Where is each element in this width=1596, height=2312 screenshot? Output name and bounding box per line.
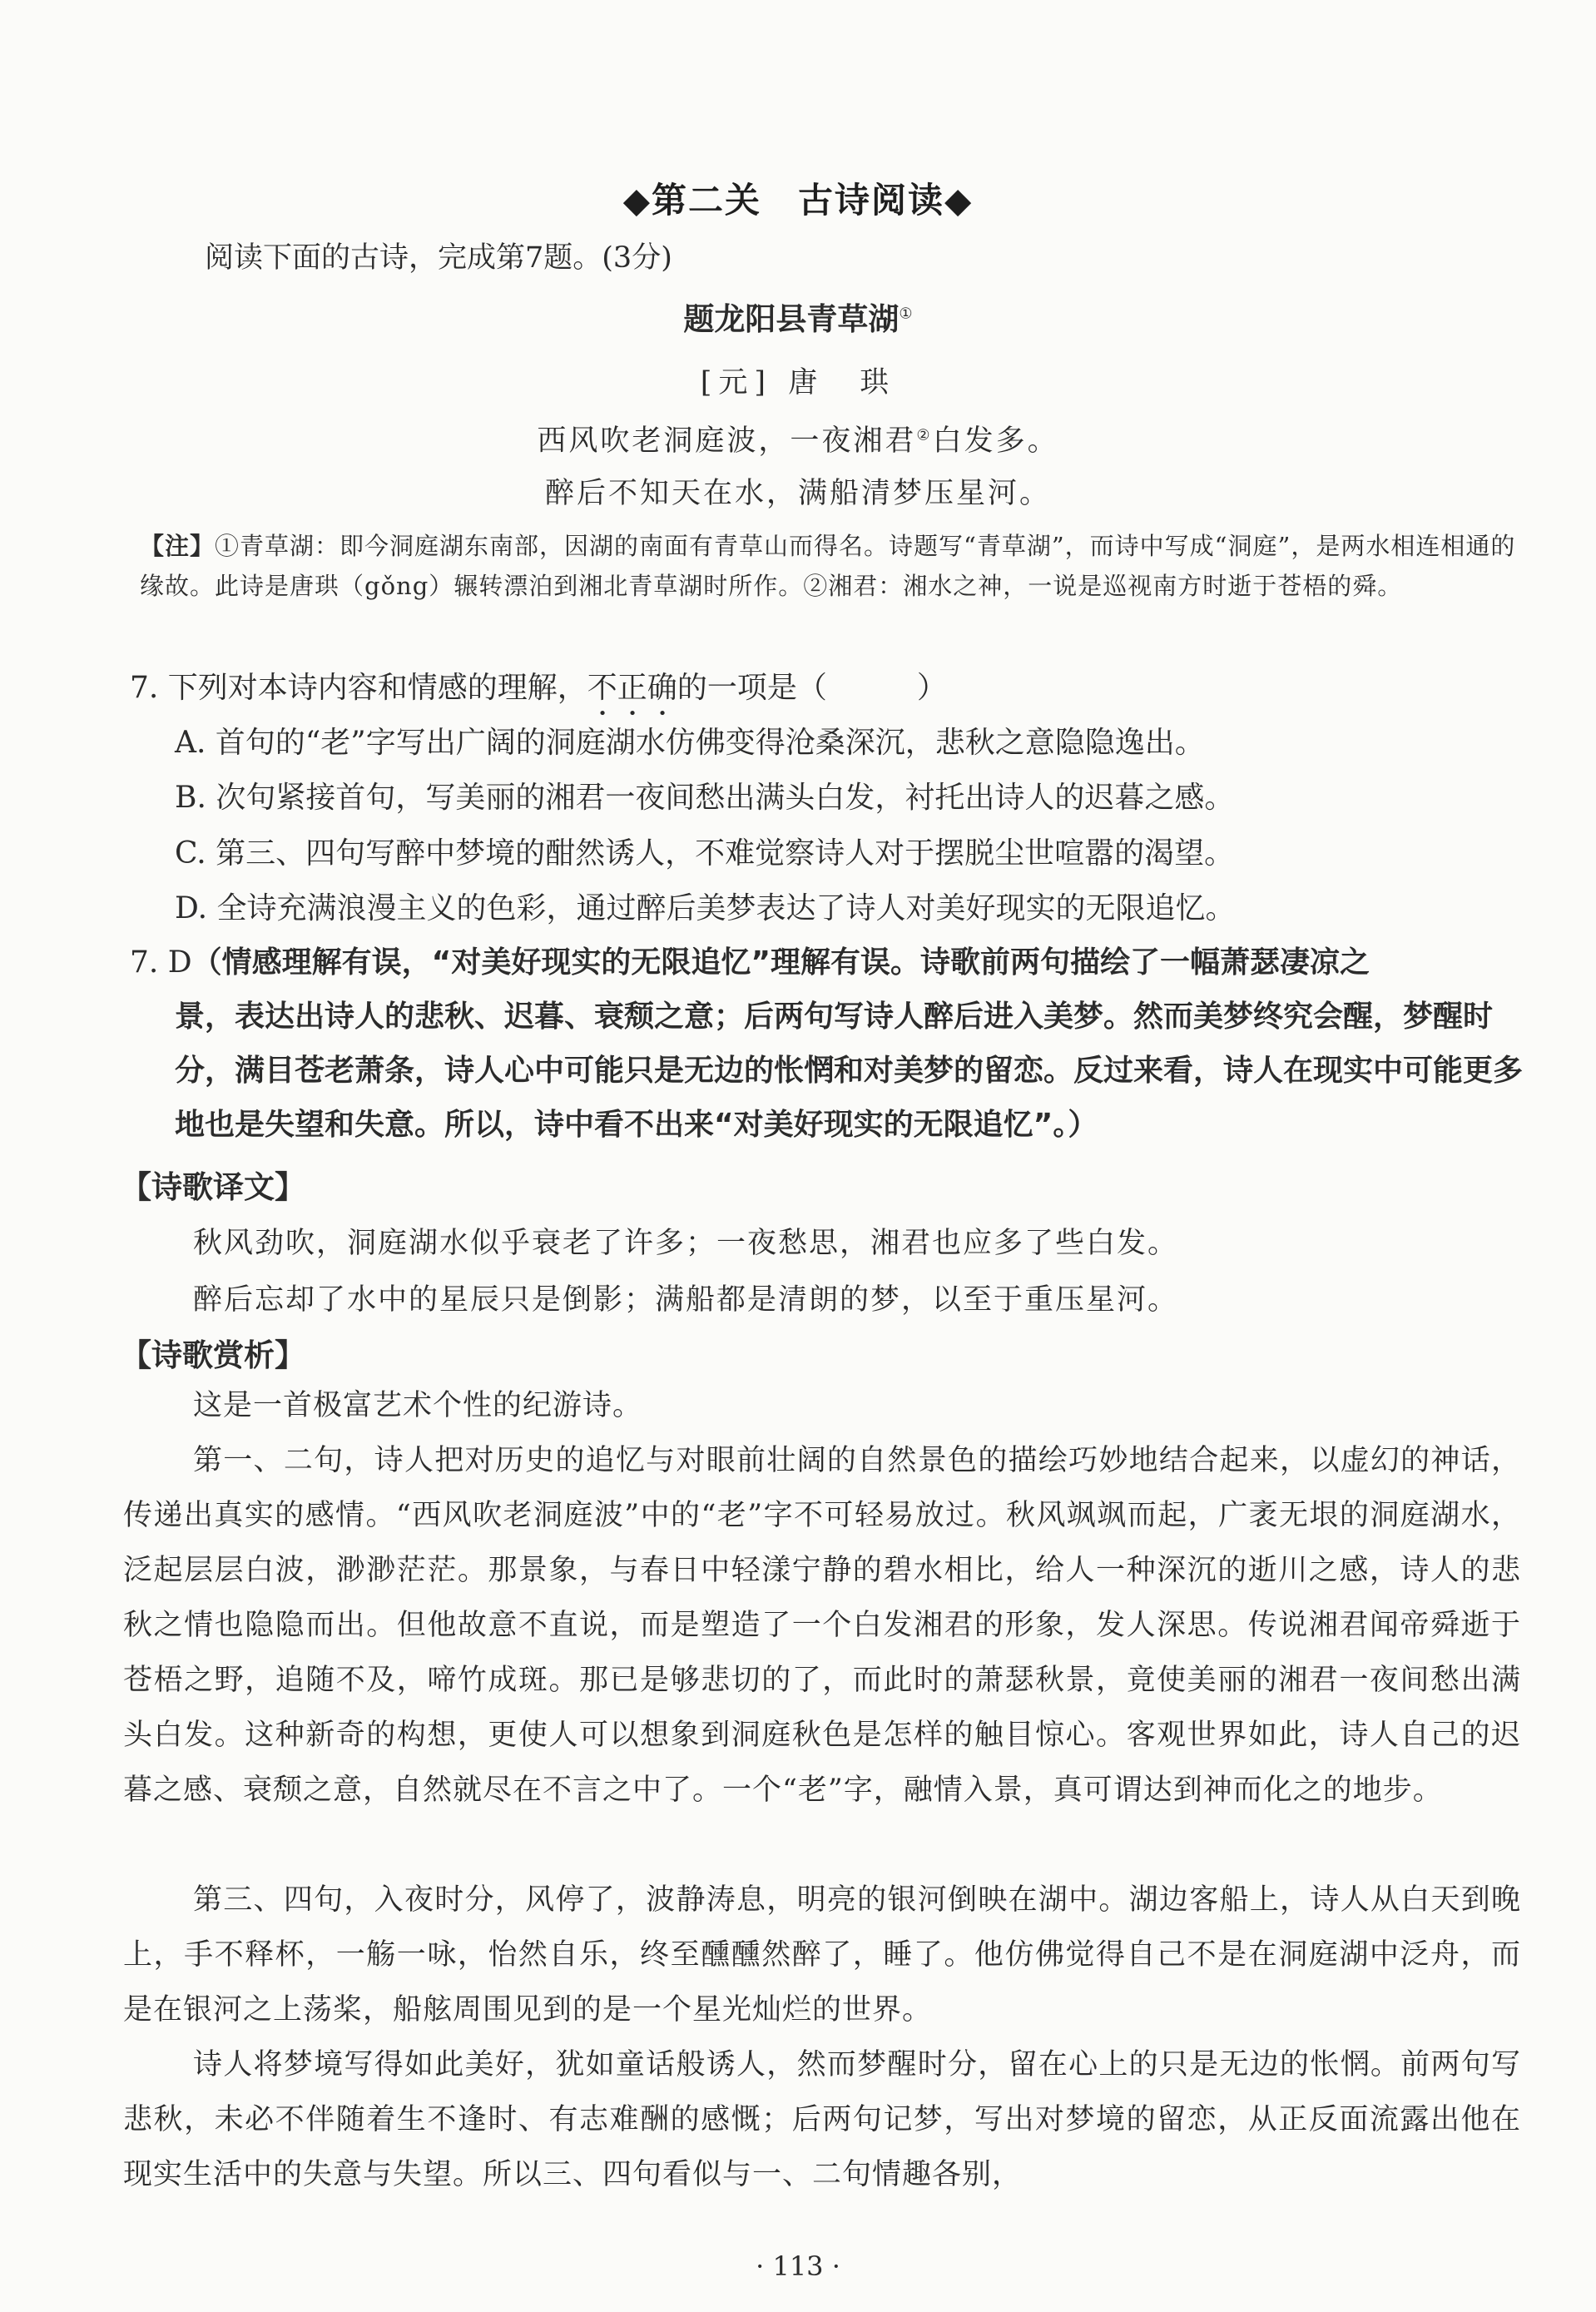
note-label: 【注】 — [140, 532, 216, 560]
question-prefix: 7. 下列对本诗内容和情感的理解， — [130, 671, 587, 705]
note-text: ①青草湖：即今洞庭湖东南部，因湖的南面有青草山而得名。诗题写“青草湖”，而诗中写成“洞庭”，是两水相连相通的缘故。此诗是唐珙（gǒng）辗转漂泊到湘北青草湖时所作。②湘君：湘水之神，一说是巡视南方时逝于苍梧的舜。 — [140, 532, 1516, 600]
poem-line-1-mark: ② — [916, 426, 933, 444]
poem-title — [0, 294, 1596, 339]
answer-prefix: 7. D — [130, 945, 192, 980]
question-emphasis: 不正确 — [587, 671, 677, 705]
question-suffix: 的一项是（ ） — [677, 671, 947, 705]
instruction: 阅读下面的古诗，完成第7题。(3分) — [205, 241, 672, 275]
page-number: · 113 · — [756, 2250, 840, 2282]
appreciation-paragraph-3: 第三、四句，入夜时分，风停了，波静涛息，明亮的银河倒映在湖中。湖边客船上，诗人从白天到晚上，手不释杯，一觞一咏，怡然自乐，终至醺醺然醉了，睡了。他仿佛觉得自己不是在洞庭湖中泛舟，而是在银河之上荡桨，船舷周围见到的是一个星光灿烂的世界。 — [123, 1883, 1521, 2027]
option-d: D. 全诗充满浪漫主义的色彩，通过醉后美梦表达了诗人对美好现实的无限追忆。 — [175, 891, 1236, 925]
poem-title-text: 题龙阳县青草湖 — [683, 301, 900, 337]
appreciation-paragraph-1: 这是一首极富艺术个性的纪游诗。 — [193, 1389, 643, 1422]
answer-block — [130, 935, 1528, 1152]
poem-title-mark: ① — [899, 305, 913, 323]
option-a: A. 首句的“老”字写出广阔的洞庭湖水仿佛变得沧桑深沉，悲秋之意隐隐逸出。 — [175, 726, 1205, 760]
option-c: C. 第三、四句写醉中梦境的酣然诱人，不难觉察诗人对于摆脱尘世喧嚣的渴望。 — [175, 836, 1235, 871]
poem-line-1-a: 西风吹老洞庭波，一夜湘君 — [537, 424, 917, 458]
answer-rest: 景，表达出诗人的悲秋、迟暮、衰颓之意；后两句写诗人醉后进入美梦。然而美梦终究会醒，梦醒时分，满目苍老萧条，诗人心中可能只是无边的怅惘和对美梦的留恋。反过来看，诗人在现实中可能更多地也是失望和失意。所以，诗中看不出来“对美好现实的无限追忆”。） — [175, 1000, 1524, 1142]
poem-line-1 — [0, 418, 1596, 459]
translation-heading: 【诗歌译文】 — [121, 1169, 305, 1205]
option-b: B. 次句紧接首句，写美丽的湘君一夜间愁出满头白发，衬托出诗人的迟暮之感。 — [175, 781, 1235, 815]
appreciation-paragraph-4: 诗人将梦境写得如此美好，犹如童话般诱人，然而梦醒时分，留在心上的只是无边的怅惘。前两句写悲秋，未必不伴随着生不逢时、有志难酬的感慨；后两句记梦，写出对梦境的留恋，从正反面流露出他在现实生活中的失意与失望。所以三、四句看似与一、二句情趣各别， — [123, 2048, 1521, 2191]
answer-first-line: （情感理解有误，“对美好现实的无限追忆”理解有误。诗歌前两句描绘了一幅萧瑟凄凉之 — [191, 945, 1370, 980]
translation-line-2: 醉后忘却了水中的星辰只是倒影；满船都是清朗的梦，以至于重压星河。 — [193, 1283, 1179, 1317]
appreciation-paragraph-2: 第一、二句，诗人把对历史的追忆与对眼前壮阔的自然景色的描绘巧妙地结合起来，以虚幻的神话，传递出真实的感情。“西风吹老洞庭波”中的“老”字不可轻易放过。秋风飒飒而起，广袤无垠的洞庭湖水，泛起层层白波，渺渺茫茫。那景象，与春日中轻漾宁静的碧水相比，给人一种深沉的逝川之感，诗人的悲秋之情也隐隐而出。但他故意不直说，而是塑造了一个白发湘君的形象，发人深思。传说湘君闻帝舜逝于苍梧之野，追随不及，啼竹成斑。那已是够悲切的了，而此时的萧瑟秋景，竟使美丽的湘君一夜间愁出满头白发。这种新奇的构想，更使人可以想象到洞庭秋色是怎样的触目惊心。客观世界如此，诗人自己的迟暮之感、衰颓之意，自然就尽在不言之中了。一个“老”字，融情入景，真可谓达到神而化之的地步。 — [123, 1444, 1521, 1807]
poem-author: [元] 唐 珙 — [700, 366, 896, 399]
appreciation-heading: 【诗歌赏析】 — [121, 1337, 305, 1373]
poem-note — [140, 526, 1521, 606]
question-7 — [130, 664, 947, 722]
poem-line-2: 醉后不知天在水，满船清梦压星河。 — [544, 477, 1051, 510]
section-title: ◆第二关 古诗阅读◆ — [622, 180, 974, 221]
translation-line-1: 秋风劲吹，洞庭湖水似乎衰老了许多；一夜愁思，湘君也应多了些白发。 — [193, 1227, 1179, 1260]
poem-line-1-b: 白发多。 — [932, 424, 1059, 458]
